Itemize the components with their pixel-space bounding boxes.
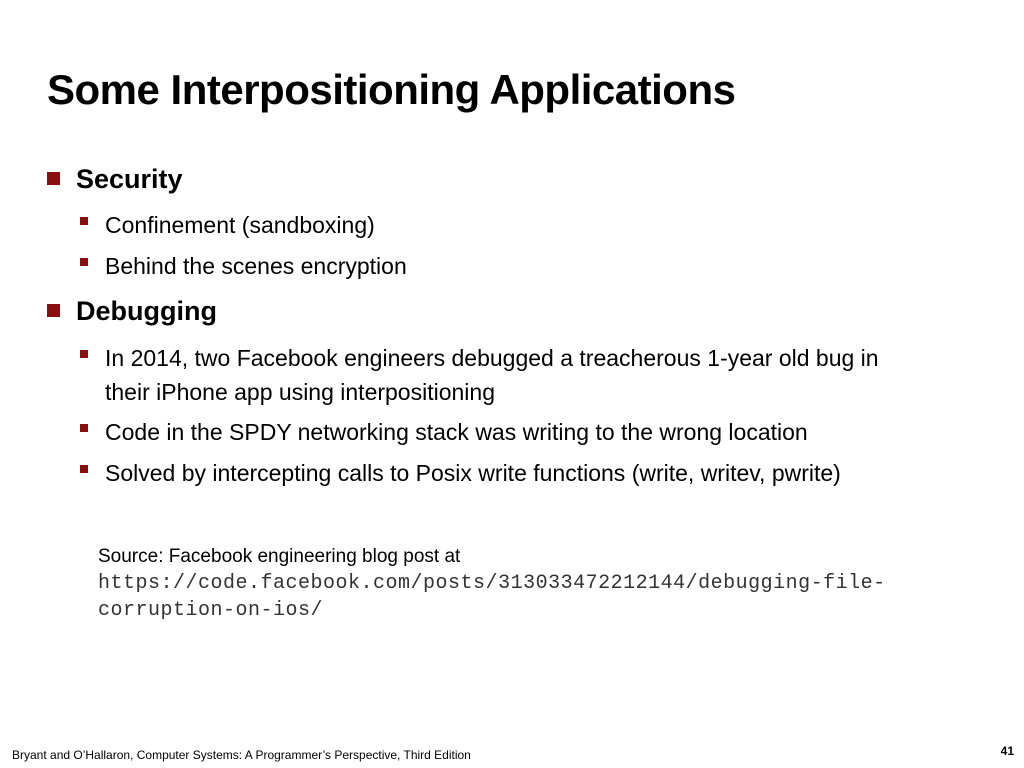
square-bullet-icon xyxy=(80,465,88,473)
source-url-line2[interactable]: corruption-on-ios/ xyxy=(98,599,324,622)
square-bullet-icon xyxy=(47,172,60,185)
security-item: Behind the scenes encryption xyxy=(80,253,407,280)
square-bullet-icon xyxy=(47,304,60,317)
security-item: Confinement (sandboxing) xyxy=(80,212,375,239)
square-bullet-icon xyxy=(80,217,88,225)
footer-text: Bryant and O’Hallaron, Computer Systems: A Programmer’s Perspective, Third Edition xyxy=(12,748,471,762)
debugging-item: In 2014, two Facebook engineers debugged a treacherous 1-year old bug in their iPhone app using interpositioning xyxy=(80,341,980,409)
bullet-debugging xyxy=(47,296,217,327)
source-url-line1[interactable]: https://code.facebook.com/posts/313033472212144/debugging-file- xyxy=(98,572,886,595)
slide-title: Some Interpositioning Applications xyxy=(47,66,736,113)
square-bullet-icon xyxy=(80,350,88,358)
source-citation xyxy=(98,543,886,624)
debugging-heading: Debugging xyxy=(76,296,217,326)
page-number: 41 xyxy=(1000,744,1014,758)
debugging-item: Solved by intercepting calls to Posix write functions (write, writev, pwrite) xyxy=(80,460,841,487)
bullet-security xyxy=(47,164,183,195)
debugging-item: Code in the SPDY networking stack was writing to the wrong location xyxy=(80,419,808,446)
source-label: Source: Facebook engineering blog post at xyxy=(98,546,461,567)
square-bullet-icon xyxy=(80,258,88,266)
security-heading: Security xyxy=(76,164,183,194)
square-bullet-icon xyxy=(80,424,88,432)
